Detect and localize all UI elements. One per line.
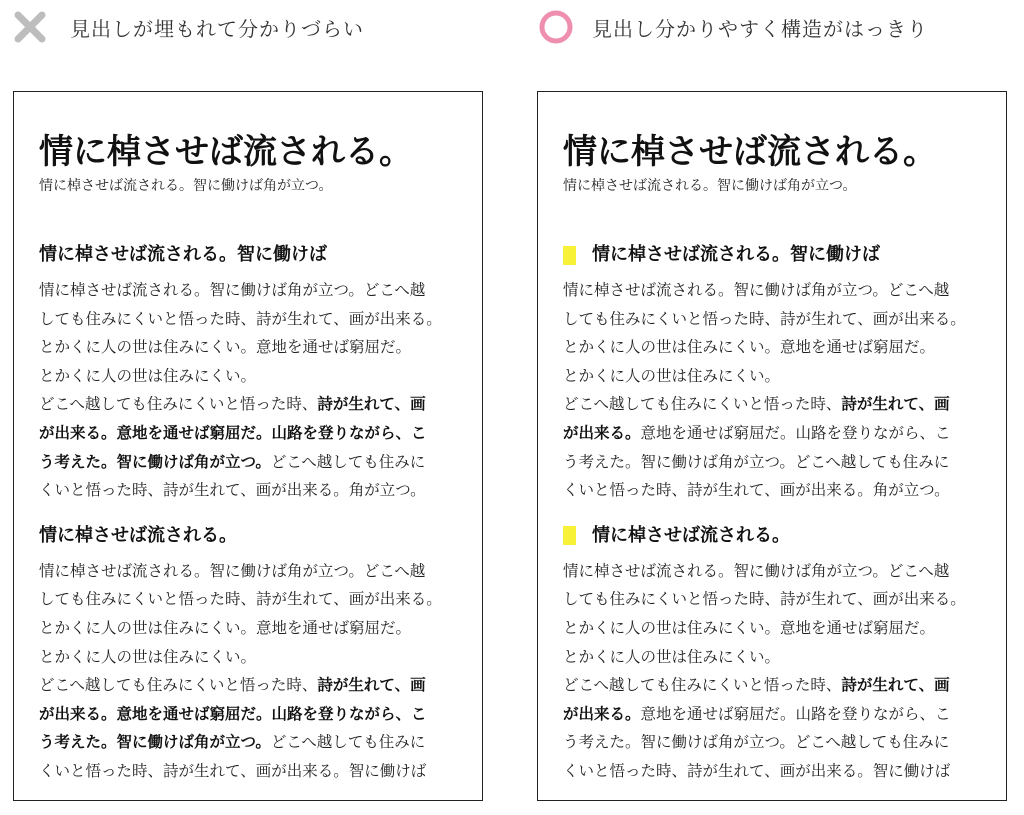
body-line: しても住みにくいと悟った時、詩が生れて、画が出来る。: [39, 309, 442, 328]
body-line: [39, 448, 451, 477]
body-text: 山路を登りながら、こ: [795, 423, 951, 442]
body-line: とかくに人の世は住みにくい。意地を通せば窮屈だ。: [39, 618, 412, 637]
section-body: [563, 557, 975, 786]
section-heading-text: 情に棹させば流される。: [39, 524, 237, 546]
body-line: とかくに人の世は住みにくい。: [563, 366, 781, 385]
body-text: どこへ越しても住みに: [794, 452, 950, 471]
body-line: くいと悟った時、詩が生れて、画が出来る。角が立つ。: [563, 481, 950, 500]
heading-marker: [563, 246, 576, 265]
section-heading-text: 情に棹させば流される。智に働けば: [39, 244, 327, 265]
circle-icon: [538, 9, 574, 45]
body-line: しても住みにくいと悟った時、詩が生れて、画が出来る。: [563, 590, 966, 609]
body-text: どこへ越しても住みにくいと悟った時、: [39, 395, 318, 414]
bad-example-header: [12, 6, 364, 48]
body-text: う考えた。智に働けば角が立つ。: [563, 733, 795, 752]
body-line: [39, 671, 451, 700]
body-line: しても住みにくいと悟った時、詩が生れて、画が出来る。: [39, 590, 442, 609]
body-text: どこへ越しても住みに: [794, 733, 950, 752]
bold-text: が出来る。: [39, 423, 117, 442]
body-line: くいと悟った時、詩が生れて、画が出来る。智に働けば: [39, 761, 427, 780]
body-text: 山路を登りながら、こ: [795, 704, 951, 723]
body-line: とかくに人の世は住みにくい。: [563, 647, 781, 666]
bold-text: が出来る。: [39, 704, 117, 723]
bad-example-panel: [13, 91, 483, 801]
section-body: [563, 276, 975, 505]
bold-text: う考えた。智に働けば角が立つ。: [39, 733, 271, 752]
body-text: どこへ越しても住みに: [270, 452, 426, 471]
bad-example-caption: 見出しが埋もれて分かりづらい: [70, 16, 364, 41]
body-line: [39, 700, 451, 729]
body-text: どこへ越しても住みにくいと悟った時、: [563, 395, 842, 414]
body-text: どこへ越しても住みにくいと悟った時、: [39, 676, 318, 695]
bold-text: 詩が生れて、画: [841, 676, 950, 695]
body-text: 意地を通せば窮屈だ。: [640, 423, 796, 442]
bold-text: 山路を登りながら、こ: [271, 704, 427, 723]
body-line: [563, 419, 975, 448]
body-line: [39, 390, 451, 419]
body-line: [563, 390, 975, 419]
article-title: 情に棹させば流される。: [563, 132, 937, 172]
section-body: [39, 276, 451, 505]
good-example-panel: [537, 91, 1007, 801]
body-text: どこへ越しても住みに: [270, 733, 426, 752]
body-text: う考えた。智に働けば角が立つ。: [563, 452, 795, 471]
heading-marker: [563, 526, 576, 545]
body-line: [563, 448, 975, 477]
body-line: とかくに人の世は住みにくい。: [39, 647, 257, 666]
body-line: 情に棹させば流される。智に働けば角が立つ。どこへ越: [563, 281, 950, 299]
body-line: しても住みにくいと悟った時、詩が生れて、画が出来る。: [563, 309, 966, 328]
bold-text: 山路を登りながら、こ: [271, 423, 427, 442]
section-heading-text: 情に棹させば流される。: [592, 524, 790, 546]
good-example-caption: 見出し分かりやすく構造がはっきり: [592, 16, 928, 41]
bold-text: う考えた。智に働けば角が立つ。: [39, 452, 271, 471]
section-heading: [39, 523, 459, 549]
body-line: とかくに人の世は住みにくい。意地を通せば窮屈だ。: [39, 338, 412, 357]
body-line: とかくに人の世は住みにくい。: [39, 366, 257, 385]
article-subtitle: 情に棹させば流される。智に働けば角が立つ。: [563, 178, 857, 194]
body-line: 情に棹させば流される。智に働けば角が立つ。どこへ越: [39, 281, 426, 299]
body-text: どこへ越しても住みにくいと悟った時、: [563, 676, 842, 695]
bold-text: が出来る。: [563, 423, 641, 442]
body-line: [39, 419, 451, 448]
body-line: [563, 700, 975, 729]
body-line: くいと悟った時、詩が生れて、画が出来る。角が立つ。: [39, 481, 426, 500]
section-heading: [39, 242, 459, 268]
body-line: とかくに人の世は住みにくい。意地を通せば窮屈だ。: [563, 338, 936, 357]
bold-text: 意地を通せば窮屈だ。: [116, 704, 272, 723]
bold-text: 詩が生れて、画: [317, 395, 426, 414]
bold-text: が出来る。: [563, 704, 641, 723]
good-example-header: [538, 6, 928, 48]
section-body: [39, 557, 451, 786]
article-subtitle: 情に棹させば流される。智に働けば角が立つ。: [39, 178, 333, 194]
bold-text: 意地を通せば窮屈だ。: [116, 423, 272, 442]
cross-icon: [12, 9, 48, 45]
body-line: くいと悟った時、詩が生れて、画が出来る。智に働けば: [563, 761, 951, 780]
bold-text: 詩が生れて、画: [317, 676, 426, 695]
article-title: 情に棹させば流される。: [39, 132, 413, 172]
section-heading-text: 情に棹させば流される。智に働けば: [592, 244, 880, 265]
body-line: 情に棹させば流される。智に働けば角が立つ。どこへ越: [563, 561, 950, 580]
section-heading: [563, 523, 983, 549]
bold-text: 詩が生れて、画: [841, 395, 950, 414]
body-line: とかくに人の世は住みにくい。意地を通せば窮屈だ。: [563, 618, 936, 637]
body-line: 情に棹させば流される。智に働けば角が立つ。どこへ越: [39, 561, 426, 580]
body-line: [563, 671, 975, 700]
body-line: [563, 728, 975, 757]
section-heading: [563, 242, 983, 268]
body-line: [39, 728, 451, 757]
body-text: 意地を通せば窮屈だ。: [640, 704, 796, 723]
